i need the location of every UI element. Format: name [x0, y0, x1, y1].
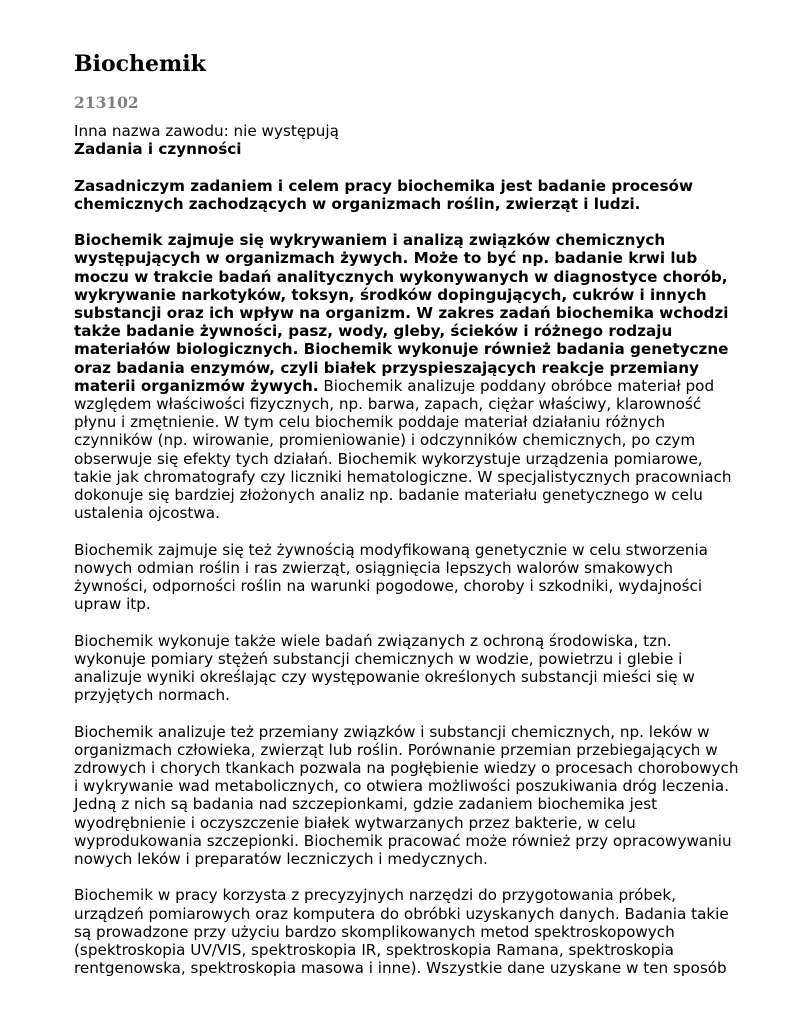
paragraph-1-line: dokonuje się bardziej złożonych analiz np. badanie materiału genetycznego w celu [74, 486, 703, 505]
paragraph-2-line: nowych odmian roślin i ras zwierząt, osiągnięcia lepszych walorów smakowych [74, 558, 674, 577]
occupation-code: 213102 [74, 93, 139, 112]
intro-line: Zasadniczym zadaniem i celem pracy biochemika jest badanie procesów [74, 176, 693, 195]
paragraph-4-line: Biochemik analizuje też przemiany związków i substancji chemicznych, np. leków w [74, 722, 710, 741]
paragraph-gap [74, 213, 754, 231]
paragraph-4-line: wyodrębnienie i oczyszczenie białek wytwarzanych przez bakterie, w celu [74, 813, 636, 832]
paragraph-3-line: wykonuje pomiary stężeń substancji chemicznych w wodzie, powietrzu i glebie i [74, 649, 683, 668]
paragraph-1-bold-fragment: materii organizmów żywych. [74, 376, 319, 395]
paragraph-3 [74, 632, 754, 705]
section-heading: Zadania i czynności [74, 140, 242, 159]
paragraph-2 [74, 541, 754, 614]
paragraph-4-line: Jedną z nich są badania nad szczepionkami, gdzie zadaniem biochemika jest [74, 795, 658, 814]
paragraph-5-line: (spektroskopia UV/VIS, spektroskopia IR, spektroskopia Ramana, spektroskopia [74, 941, 674, 960]
paragraph-gap [74, 158, 754, 176]
paragraph-1 [74, 231, 754, 522]
paragraph-1-line: wykrywanie narkotyków, toksyn, środków dopingujących, cukrów i innych [74, 285, 707, 304]
paragraph-1-line: oraz badania enzymów, czyli białek przyspieszających reakcje przemiany [74, 358, 699, 377]
paragraph-5 [74, 886, 754, 977]
paragraph-1-line: materiałów biologicznych. Biochemik wykonuje również badania genetyczne [74, 340, 729, 359]
intro-line: chemicznych zachodzących w organizmach roślin, zwierząt i ludzi. [74, 194, 641, 213]
page-title: Biochemik [74, 51, 206, 77]
paragraph-gap [74, 868, 754, 886]
alt-name-line: Inna nazwa zawodu: nie występują [74, 122, 339, 140]
paragraph-1-line: płynu i zmętnienie. W tym celu biochemik poddaje materiał działaniu różnych [74, 413, 666, 432]
paragraph-2-line: żywności, odporności roślin na warunki pogodowe, choroby i szkodniki, wydajności [74, 577, 703, 596]
paragraph-1-line: Biochemik zajmuje się wykrywaniem i analizą związków chemicznych [74, 231, 666, 250]
paragraph-1-line: moczu w trakcie badań analitycznych wykonywanych w diagnostyce chorób, [74, 267, 728, 286]
paragraph-1-line: czynników (np. wirowanie, promieniowanie) i odczynników chemicznych, po czym [74, 431, 696, 450]
paragraph-1-line: względem właściwości fizycznych, np. barwa, zapach, ciężar właściwy, klarowność [74, 395, 702, 414]
paragraph-gap [74, 522, 754, 540]
document-body [74, 122, 754, 977]
paragraph-1-mixed-line [74, 377, 754, 395]
paragraph-3-line: przyjętych normach. [74, 686, 230, 705]
paragraph-3-line: Biochemik wykonuje także wiele badań związanych z ochroną środowiska, tzn. [74, 631, 672, 650]
paragraph-5-line: są prowadzone przy użyciu bardzo skomplikowanych metod spektroskopowych [74, 922, 675, 941]
paragraph-5-line: Biochemik w pracy korzysta z precyzyjnych narzędzi do przygotowania próbek, [74, 886, 676, 905]
paragraph-1-line: także badanie żywności, pasz, wody, gleby, ścieków i różnego rodzaju [74, 322, 673, 341]
paragraph-1-line: ustalenia ojcostwa. [74, 504, 220, 523]
paragraph-1-normal-fragment: Biochemik analizuje poddany obróbce materiał pod [318, 376, 715, 395]
paragraph-1-line: występujących w organizmach żywych. Może to być np. badanie krwi lub [74, 249, 698, 268]
paragraph-4 [74, 723, 754, 869]
paragraph-3-line: analizuje wyniki określając czy występowanie określonych substancji mieści się w [74, 668, 695, 687]
paragraph-2-line: Biochemik zajmuje się też żywnością modyfikowaną genetycznie w celu stworzenia [74, 540, 708, 559]
paragraph-1-line: obserwuje się efekty tych działań. Biochemik wykorzystuje urządzenia pomiarowe, [74, 449, 703, 468]
paragraph-4-line: i wykrywanie wad metabolicznych, co otwiera możliwości poszukiwania dróg leczenia. [74, 777, 730, 796]
paragraph-gap [74, 704, 754, 722]
paragraph-4-line: organizmach człowieka, zwierząt lub roślin. Porównanie przemian przebiegających w [74, 740, 718, 759]
paragraph-5-line: urządzeń pomiarowych oraz komputera do obróbki uzyskanych danych. Badania takie [74, 904, 729, 923]
paragraph-gap [74, 613, 754, 631]
paragraph-5-line: rentgenowska, spektroskopia masowa i inne). Wszystkie dane uzyskane w ten sposób [74, 959, 727, 978]
paragraph-4-line: nowych leków i preparatów leczniczych i medycznych. [74, 850, 488, 869]
paragraph-1-line: takie jak chromatografy czy liczniki hematologiczne. W specjalistycznych pracowniach [74, 467, 732, 486]
paragraph-1-line: substancji oraz ich wpływ na organizm. W zakres zadań biochemika wchodzi [74, 304, 729, 322]
paragraph-2-line: upraw itp. [74, 595, 151, 614]
paragraph-4-line: wyprodukowania szczepionki. Biochemik pracować może również przy opracowywaniu [74, 831, 732, 850]
intro-paragraph [74, 177, 754, 213]
paragraph-4-line: zdrowych i chorych tkankach pozwala na pogłębienie wiedzy o procesach chorobowych [74, 759, 739, 778]
